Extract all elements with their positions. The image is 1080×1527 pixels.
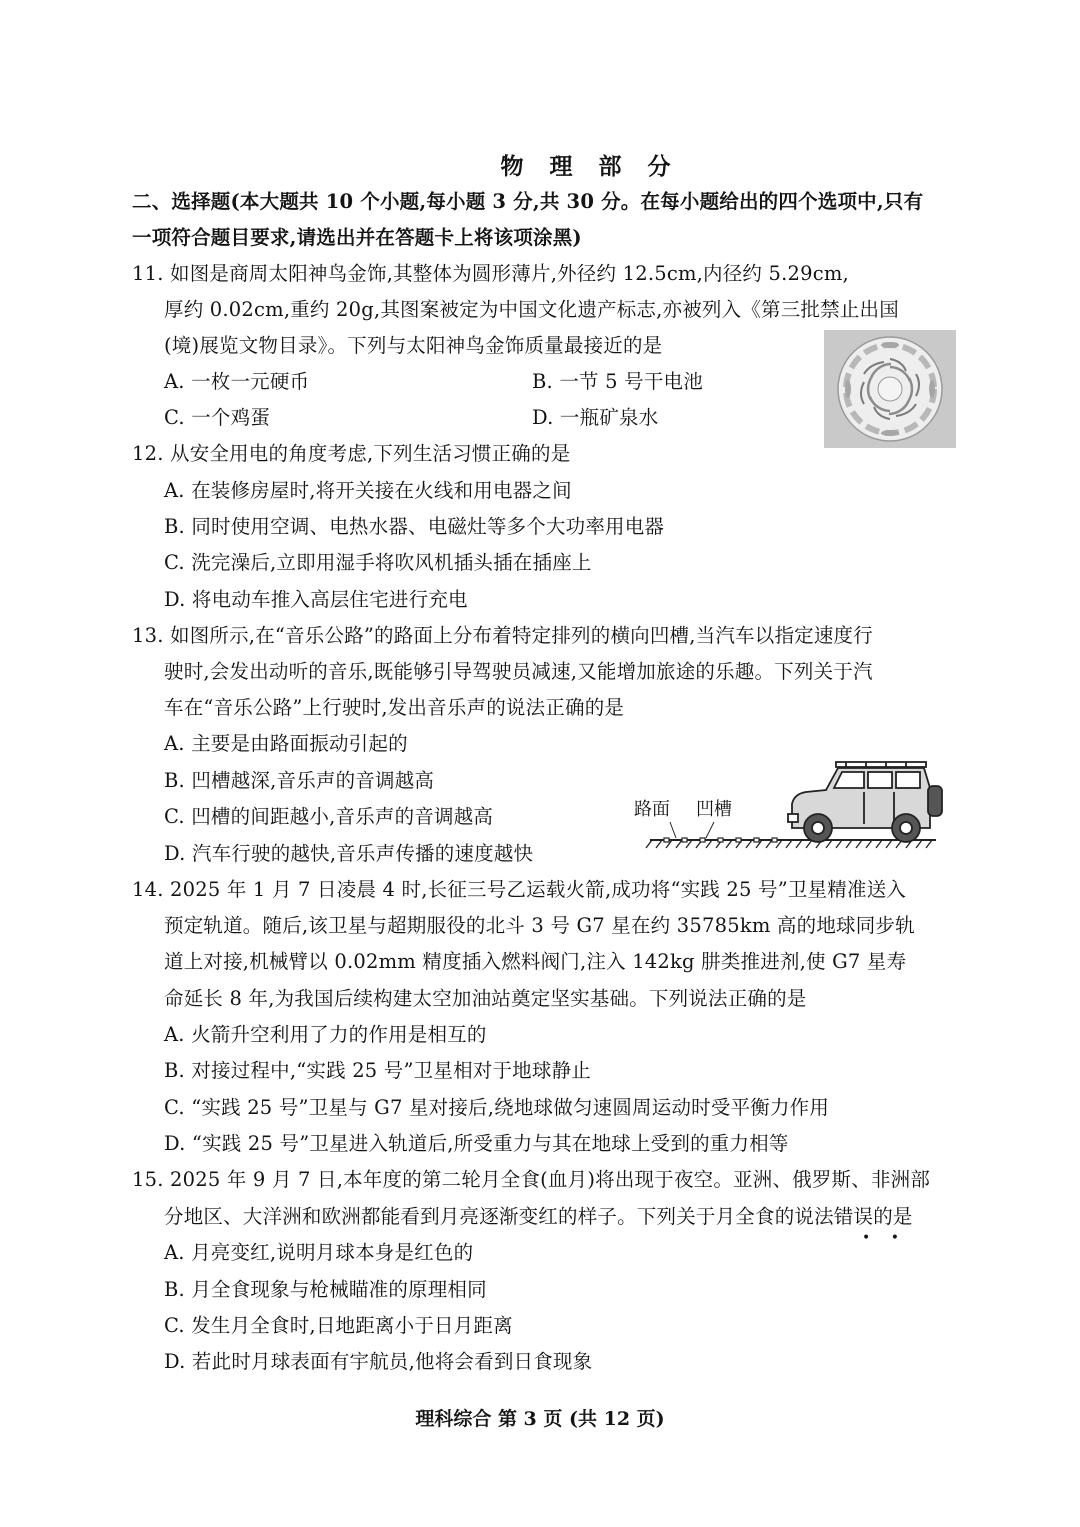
q13-stem-line-2: 驶时,会发出动听的音乐,既能够引导驾驶员减速,又能增加旅途的乐趣。下列关于汽	[164, 660, 873, 683]
q14-stem-line-2: 预定轨道。随后,该卫星与超期服役的北斗 3 号 G7 星在约 35785km 高的地球同步轨	[164, 914, 915, 937]
q12-stem: 12. 从安全用电的角度考虑,下列生活习惯正确的是	[132, 442, 571, 465]
q11-stem-line-2: 厚约 0.02cm,重约 20g,其图案被定为中国文化遗产标志,亦被列入《第三批禁止出国	[164, 298, 899, 321]
q15-stem-line-1: 15. 2025 年 9 月 7 日,本年度的第二轮月全食(血月)将出现于夜空。亚洲、俄罗斯、非洲部	[132, 1168, 931, 1191]
q15-stem-line-2: 分地区、大洋洲和欧洲都能看到月亮逐渐变红的样子。下列关于月全食的说法错误的是	[164, 1205, 913, 1228]
q11-option-d: D. 一瓶矿泉水	[532, 406, 659, 429]
q13-stem-line-3: 车在“音乐公路”上行驶时,发出音乐声的说法正确的是	[164, 696, 625, 719]
q15-option-b: B. 月全食现象与枪械瞄准的原理相同	[164, 1278, 487, 1301]
road-label: 路面	[634, 799, 670, 820]
emphasis-dots: • •	[862, 1230, 907, 1246]
q14-stem-line-4: 命延长 8 年,为我国后续构建太空加油站奠定坚实基础。下列说法正确的是	[164, 987, 807, 1010]
q13-option-b: B. 凹槽越深,音乐声的音调越高	[164, 769, 435, 792]
q11-option-a: A. 一枚一元硬币	[164, 370, 310, 393]
page-footer: 理科综合 第 3 页 (共 12 页)	[415, 1408, 665, 1430]
q13-option-a: A. 主要是由路面振动引起的	[164, 732, 408, 755]
q12-option-a: A. 在装修房屋时,将开关接在火线和用电器之间	[164, 479, 572, 502]
section-header-line-1: 二、选择题(本大题共 10 个小题,每小题 3 分,共 30 分。在每小题给出的四个选项中,只有	[132, 190, 924, 213]
q12-option-d: D. 将电动车推入高层住宅进行充电	[164, 588, 468, 611]
q12-option-b: B. 同时使用空调、电热水器、电磁灶等多个大功率用电器	[164, 515, 665, 538]
groove-label: 凹槽	[696, 799, 732, 820]
q14-option-b: B. 对接过程中,“实践 25 号”卫星相对于地球静止	[164, 1059, 591, 1082]
q11-stem-line-1: 11. 如图是商周太阳神鸟金饰,其整体为圆形薄片,外径约 12.5cm,内径约 5.29cm,	[132, 262, 849, 285]
section-header-line-2: 一项符合题目要求,请选出并在答题卡上将该项涂黑)	[132, 226, 582, 249]
q14-option-c: C. “实践 25 号”卫星与 G7 星对接后,绕地球做匀速圆周运动时受平衡力作用	[164, 1096, 830, 1119]
q15-option-c: C. 发生月全食时,日地距离小于日月距离	[164, 1314, 513, 1337]
q14-stem-line-3: 道上对接,机械臂以 0.02mm 精度插入燃料阀门,注入 142kg 肼类推进剂,使 G7 星寿	[164, 950, 907, 973]
q15-option-a: A. 月亮变红,说明月球本身是红色的	[164, 1241, 474, 1264]
q11-stem-line-3: (境)展览文物目录》。下列与太阳神鸟金饰质量最接近的是	[164, 334, 663, 357]
q15-option-d: D. 若此时月球表面有宇航员,他将会看到日食现象	[164, 1350, 593, 1373]
q14-option-a: A. 火箭升空利用了力的作用是相互的	[164, 1023, 487, 1046]
q13-stem-line-1: 13. 如图所示,在“音乐公路”的路面上分布着特定排列的横向凹槽,当汽车以指定速度行	[132, 624, 873, 647]
q13-option-d: D. 汽车行驶的越快,音乐声传播的速度越快	[164, 842, 534, 865]
page-title: 物 理 部 分	[500, 153, 680, 180]
sun-bird-gold-ornament-figure	[824, 330, 956, 448]
q13-option-c: C. 凹槽的间距越小,音乐声的音调越高	[164, 805, 494, 828]
q14-option-d: D. “实践 25 号”卫星进入轨道后,所受重力与其在地球上受到的重力相等	[164, 1132, 789, 1155]
q11-option-c: C. 一个鸡蛋	[164, 406, 271, 429]
music-road-figure	[630, 748, 950, 858]
q14-stem-line-1: 14. 2025 年 1 月 7 日凌晨 4 时,长征三号乙运载火箭,成功将“实践 25 号”卫星精准送入	[132, 878, 907, 901]
q11-option-b: B. 一节 5 号干电池	[532, 370, 703, 393]
q12-option-c: C. 洗完澡后,立即用湿手将吹风机插头插在插座上	[164, 551, 592, 574]
